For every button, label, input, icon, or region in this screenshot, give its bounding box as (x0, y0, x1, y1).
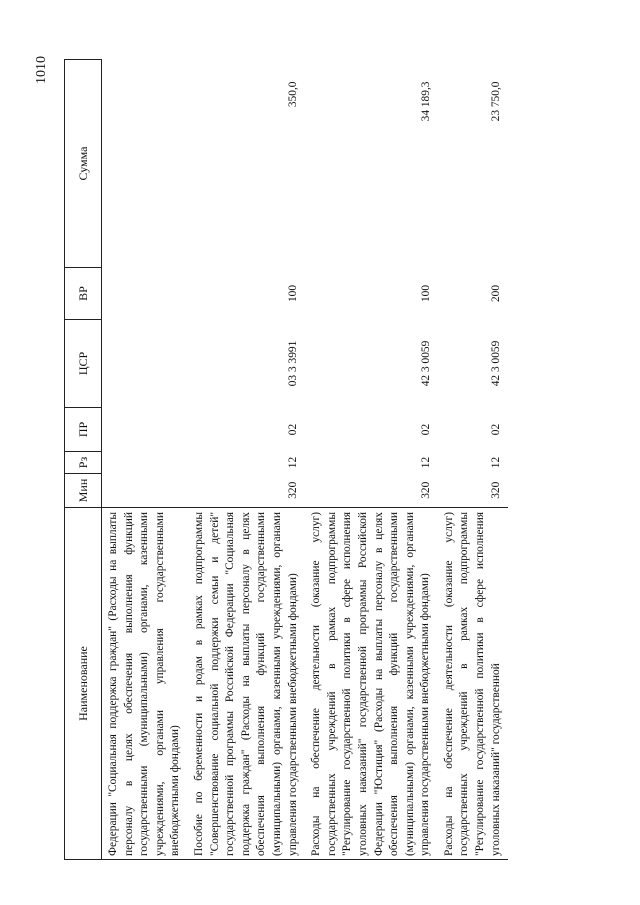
header-vr: ВР (65, 268, 102, 320)
table-row (102, 60, 188, 860)
table-row (305, 60, 438, 860)
row-rz: 12 (287, 456, 300, 469)
row-min: 320 (419, 481, 432, 499)
row-rz: 12 (419, 456, 432, 469)
row-sum: 23 750,0 (490, 81, 503, 122)
row-name: Расходы на обеспечение деятельности (оказание услуг) государственных учреждений в рамках подпрограммы "Регулирование государственной политики в сфере исполнения уголовных наказаний" государственной программы Российской Федерации "Юстиция" (Расходы на выплаты персоналу в целях обеспечения выполнения функций государственными (муниципальными) органами, казенными учреждениями, органами управления государственными внебюджетными фондами) (305, 508, 438, 860)
row-pr (102, 408, 188, 452)
header-csr: ЦСР (65, 320, 102, 408)
row-vr: 200 (490, 284, 503, 303)
header-min: Мин (65, 474, 102, 508)
table-row (438, 60, 508, 860)
row-name: Федерации "Социальная поддержка граждан" (Расходы на выплаты персоналу в целях обеспечения выполнения функций государственными (муниципальными) органами, казенными учреждениями, органами управления государственными внебюджетными фондами) (102, 508, 188, 860)
header-rz: Рз (65, 452, 102, 474)
row-pr: 02 (287, 423, 300, 436)
row-vr: 100 (287, 284, 300, 303)
header-pr: ПР (65, 408, 102, 452)
row-sum: 34 189,3 (419, 81, 432, 122)
row-sum (102, 60, 188, 268)
row-pr: 02 (419, 423, 432, 436)
row-pr: 02 (490, 423, 503, 436)
header-name: Наименование (65, 508, 102, 860)
row-csr: 03 3 3991 (287, 340, 300, 387)
row-min: 320 (287, 481, 300, 499)
row-sum: 350,0 (287, 81, 300, 108)
table-header-row (65, 60, 102, 860)
row-csr (102, 320, 188, 408)
row-min: 320 (490, 481, 503, 499)
row-name: Пособие по беременности и родам в рамках подпрограммы "Совершенствование социальной поддержки семьи и детей" государственной программы Российской Федерации "Социальная поддержка граждан" (Расходы на выплаты персоналу в целях обеспечения выполнения функций государственными (муниципальными) органами, казенными учреждениями, органами управления государственными внебюджетными фондами) (188, 508, 305, 860)
row-rz: 12 (490, 456, 503, 469)
budget-table (64, 59, 508, 860)
row-csr: 42 3 0059 (419, 340, 432, 387)
row-name: Расходы на обеспечение деятельности (оказание услуг) государственных учреждений в рамках подпрограммы "Регулирование государственной политики в сфере исполнения уголовных наказаний" государственной (438, 508, 508, 860)
header-sum: Сумма (65, 60, 102, 268)
table-row (188, 60, 305, 860)
row-rz (102, 452, 188, 474)
page-number: 1010 (34, 56, 49, 84)
row-vr (102, 268, 188, 320)
row-vr: 100 (419, 284, 432, 303)
row-csr: 42 3 0059 (490, 340, 503, 387)
rotated-page (34, 56, 584, 860)
row-min (102, 474, 188, 508)
